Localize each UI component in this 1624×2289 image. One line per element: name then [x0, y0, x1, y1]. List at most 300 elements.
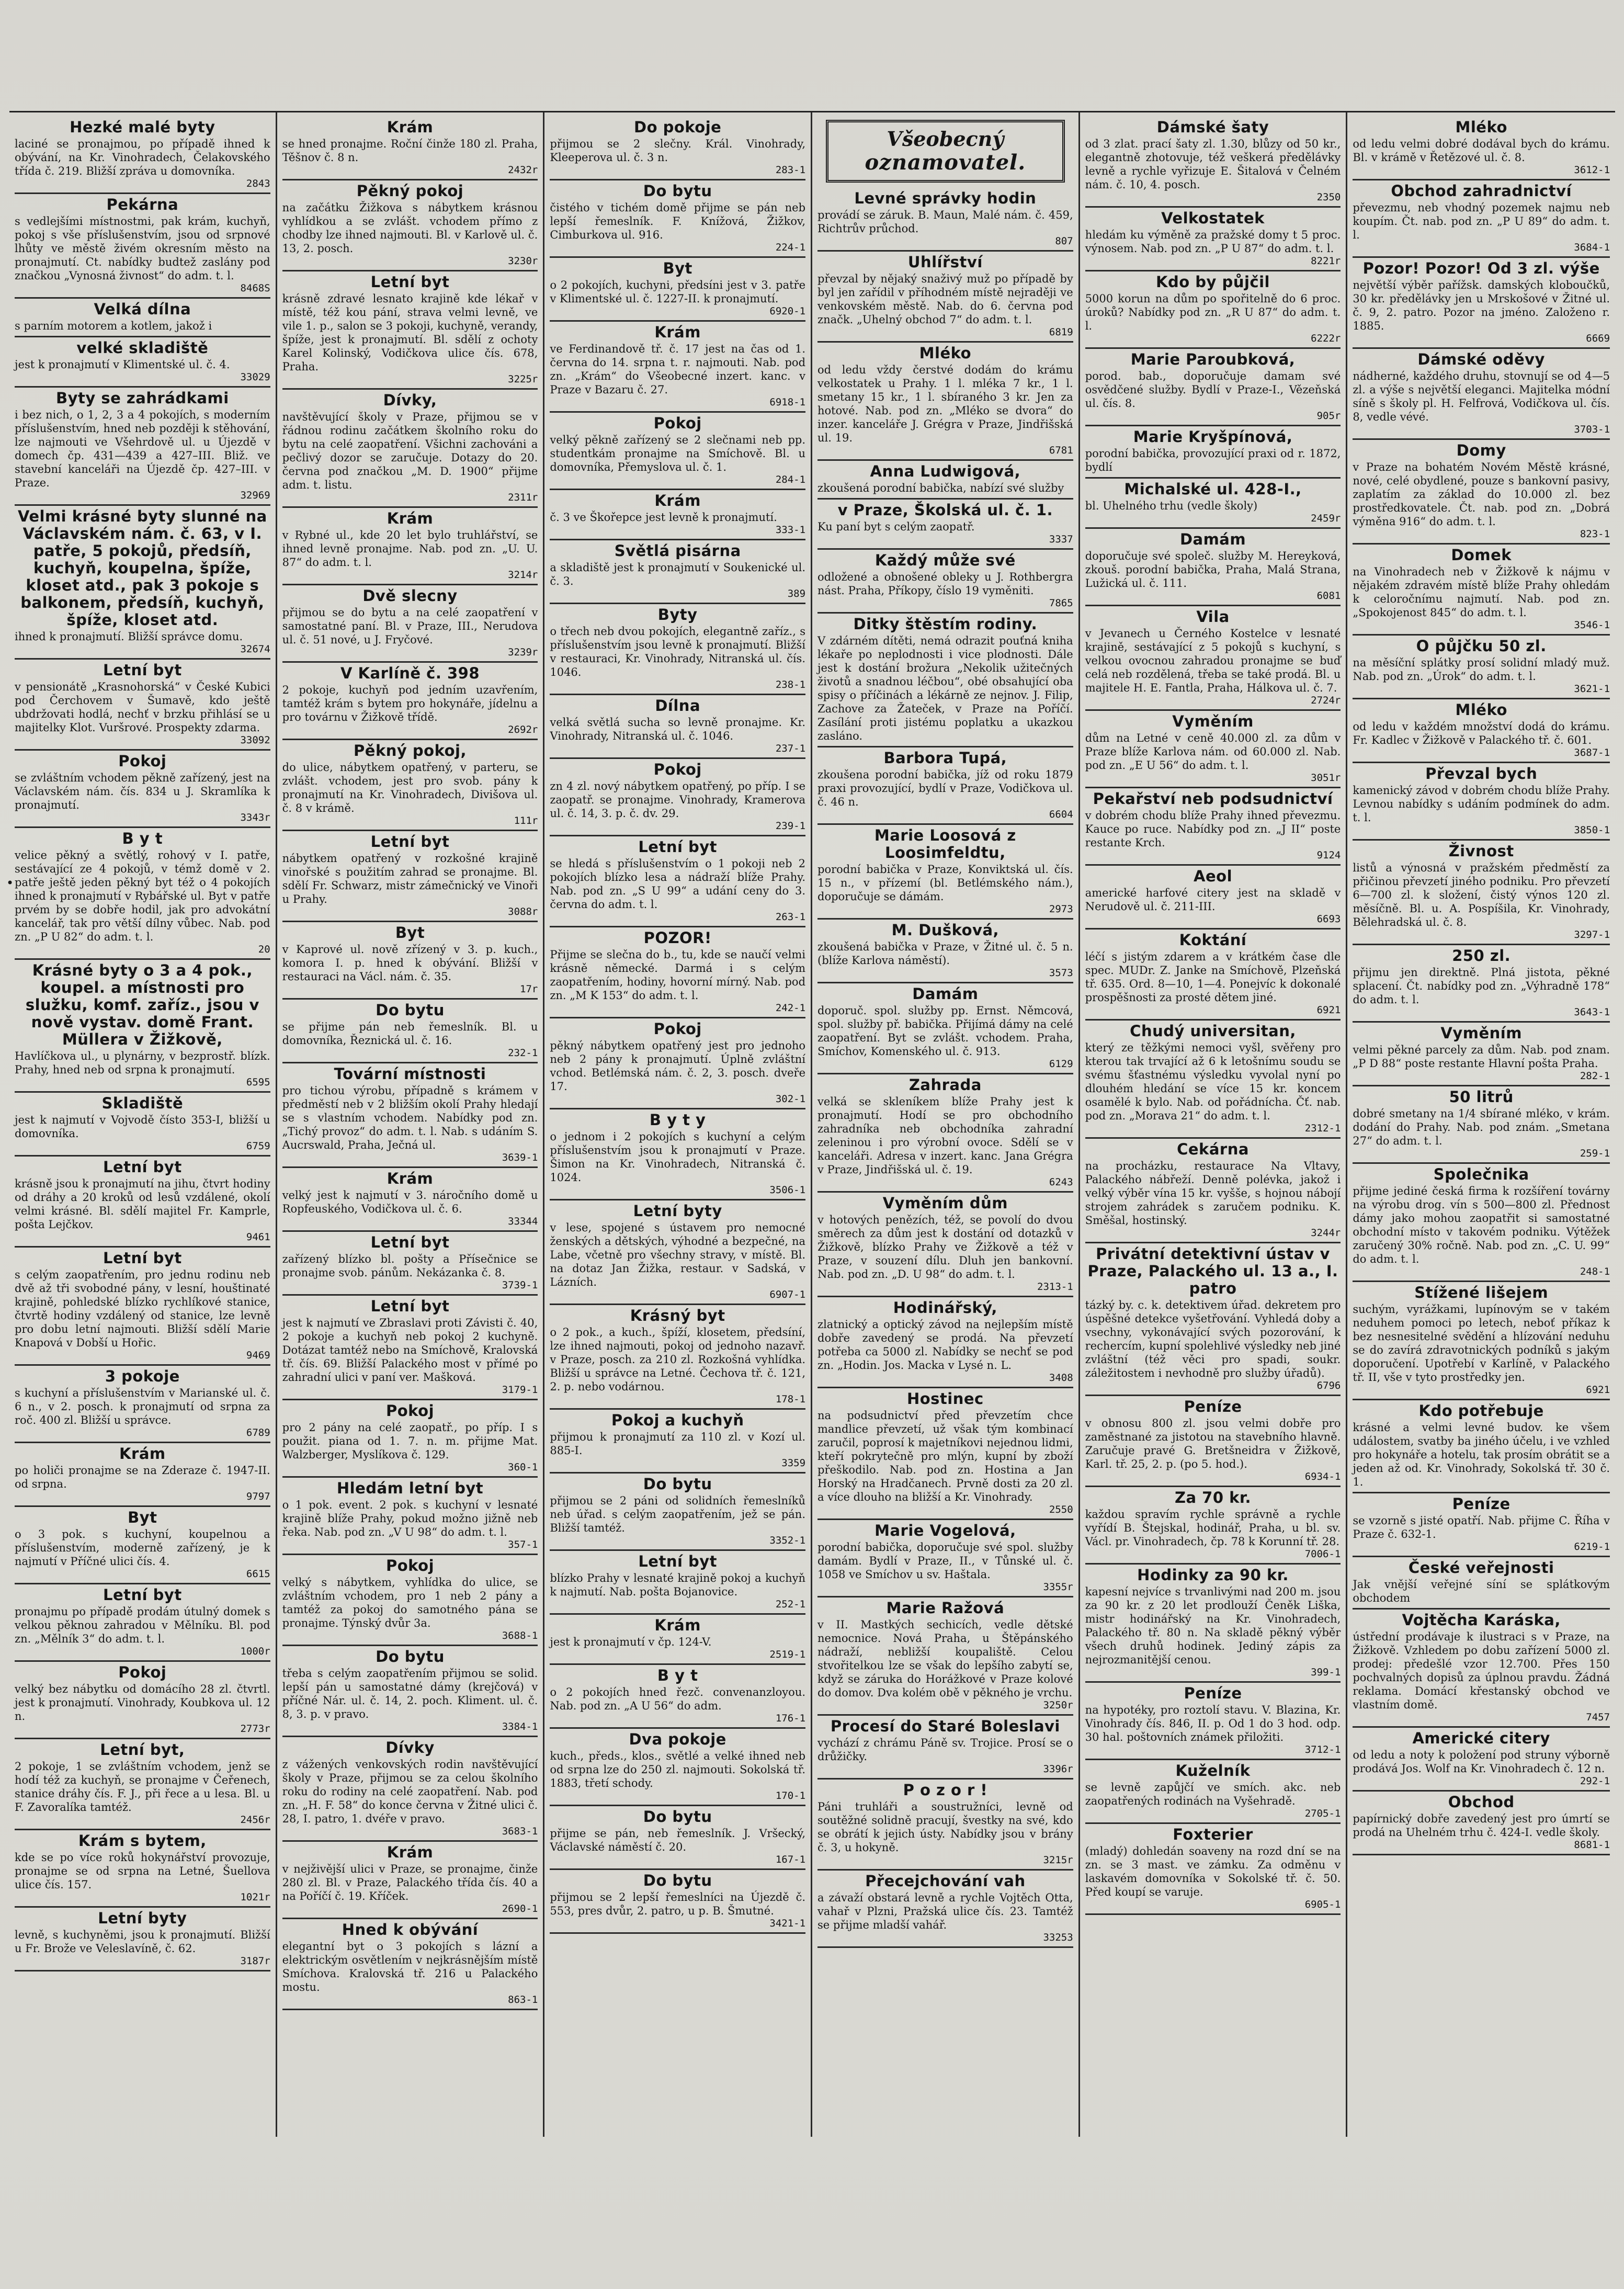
ad-heading: Vyměním	[1440, 1024, 1522, 1042]
ad-heading: Každý může své	[875, 551, 1016, 569]
ad-heading: Pokoj	[118, 752, 167, 770]
classified-ad	[282, 1842, 538, 1919]
ad-text: porodní babička, provozující praxi od r. 1872, bydlí	[1085, 447, 1341, 473]
ad-heading: Hned k obývání	[342, 1921, 479, 1939]
ad-reference-number: 6918-1	[769, 396, 806, 408]
ad-reference-number: 9797	[246, 1491, 270, 1502]
classified-ad	[282, 1737, 538, 1842]
ad-reference-number: 32674	[240, 643, 270, 655]
ad-heading: Koktání	[1179, 931, 1247, 949]
ad-reference-number: 6081	[1316, 590, 1341, 602]
classified-ad	[1085, 711, 1341, 788]
ad-text: s celým zaopatřením, pro jednu rodinu neb dvě až tři svobodné pány, v lesní, houštinaté krajině, pohledské blízko rychlíkové stanice, čtvrtě hodiny vzdálený od stanice, lze levně pro dobu letní najmouti. Bližší sdělí Marie Knapová v Dobší u Hořic.	[15, 1268, 270, 1349]
ad-text: Jak vnější veřejné síní se splátkovým obchodem	[1353, 1578, 1610, 1604]
ad-text: krásně zdravé lesnato krajině kde lékař v místě, též kou pání, strava velmi levně, ve vile 1. p., salon se 3 pokoji, kuchyně, verandy, špíže, jest k pronajmutí. Bl. sdělí z ochoty Karel Kolinský, Vodičkova ulice čís. 678, Praha.	[282, 292, 538, 373]
ad-reference-number: 167-1	[775, 1854, 806, 1865]
ad-text: ihned k pronajmutí. Bližší správce domu.	[15, 630, 243, 643]
ad-text: a skladiště jest k pronajmutí v Soukenické ul. č. 3.	[550, 561, 806, 587]
ad-reference-number: 6819	[1049, 326, 1073, 338]
classified-ad	[550, 1615, 805, 1665]
classified-ad	[15, 337, 270, 388]
ad-text: zlatnický a optický závod na nejlepším místě dobře zavedený se prodá. Na převzetí potřeba ca 5000 zl. Nabídky se nechť se pod zn. „Hodin. Jos. Macka v Lysé n. L.	[817, 1318, 1073, 1372]
ad-heading: Pěkný pokoj	[356, 182, 464, 200]
ad-reference-number: 111r	[514, 815, 538, 826]
ad-reference-number: 263-1	[775, 911, 806, 923]
ad-text: se zvláštním vchodem pěkně zařízený, jest na Václavském nám. čís. 834 u J. Skramlíka k pronajmutí.	[15, 772, 270, 811]
ad-reference-number: 170-1	[775, 1790, 806, 1801]
ad-reference-number: 3297-1	[1574, 929, 1610, 940]
ad-text: kapesní nejvíce s trvanlivými nad 200 m. jsou za 90 kr. z 20 let prodlouží Čeněk Liška, mistr hodinářský na Kr. Vinohradech, Palackého tř. 80 n. Na skladě pěkný výběr všech druhů hodinek. Jediný zápis za nejrozmanitější cenou.	[1085, 1585, 1341, 1666]
ad-heading: Do bytu	[376, 1648, 445, 1665]
ad-text: tázký by. c. k. detektivem úřad. dekretem pro úspěšné detekce vyšetřování. Vyhledá doby a vsechny, vykonávající svých pozorování, k rechercím, kupní spolehlivé výsledky neb jiné zvláštní (též věci pro spadi, soukr. záležitostem i nevhodně pro služby úřadů).	[1085, 1299, 1341, 1379]
ad-heading: Krám	[654, 323, 701, 341]
classified-ad	[1353, 1610, 1610, 1728]
ad-heading: Chudý universitan,	[1130, 1022, 1296, 1040]
classified-ad	[1353, 440, 1610, 545]
ad-heading: Domek	[1451, 546, 1512, 564]
ad-text: s vedlejšími místnostmi, pak krám, kuchyň, pokoj s vše příslušenstvím, jsou od srpnové lhůty ve městě živém okresním město na pronajmutí. Ct. nabídky budtež zaslány pod značkou „Vynosná živnost“ do adm. t. l.	[15, 215, 270, 282]
ad-text: pronajmu po případě prodám útulný domek s velkou pěknou zahradou v Mělníku. Bl. pod zn. „Mělník 3“ do adm. t. l.	[15, 1605, 270, 1645]
ad-text: přijmou se 2 páni od solidních řemeslníků neb úřad. s celým zaopatřením, jež se pán. Bližší tamtéž.	[550, 1494, 806, 1534]
ad-text: dobré smetany na 1/4 sbírané mléko, v krám. dodání do Prahy. Nab. pod znám. „Smetana 27“ do adm. t. l.	[1353, 1107, 1610, 1147]
ad-heading: Do bytu	[643, 1872, 712, 1889]
ad-reference-number: 389	[787, 588, 806, 599]
ad-text: od ledu vždy čerstvé dodám do krámu velkostatek u Prahy. 1 l. mléka 7 kr., 1 l. smetany 15 kr., 1 l. sbíraného 3 kr. Jen za hotové. Nab. pod zn. „Mléko se dvora“ do inzer. kanceláře J. Grégra v Praze, Jindřišská ul. 19.	[817, 364, 1073, 444]
ad-text: papírnický dobře zavedený jest pro úmrtí se prodá na Uhelném trhu č. 424-I. vedle školy.	[1353, 1812, 1610, 1839]
ad-heading: Cekárna	[1177, 1140, 1249, 1158]
classified-ad	[817, 1074, 1073, 1193]
classified-ad	[1085, 208, 1341, 271]
ad-reference-number: 9461	[246, 1231, 270, 1243]
classified-ad	[550, 759, 805, 836]
ad-heading: Krám s bytem,	[78, 1832, 207, 1850]
classified-ad	[550, 1410, 805, 1474]
ad-heading: Krám	[119, 1445, 166, 1463]
ad-heading: Letní byt	[638, 1553, 718, 1570]
classified-ad	[1353, 1086, 1610, 1164]
classified-ad	[282, 1296, 538, 1400]
ad-heading: Letní byty	[633, 1202, 722, 1220]
ad-heading: Letní byt	[103, 1586, 182, 1604]
ad-heading: Krám	[387, 1843, 434, 1861]
classified-ad	[1353, 636, 1610, 699]
ad-text: a závaží obstará levně a rychle Vojtěch Otta, vahař v Plzni, Pražská ulice čís. 23. Tamtéž se přijme mladší vahář.	[817, 1891, 1073, 1931]
classified-ad	[282, 922, 538, 1000]
ad-reference-number: 238-1	[775, 679, 806, 690]
ad-heading: Dámské oděvy	[1417, 350, 1545, 368]
classified-ad	[1353, 1728, 1610, 1792]
ad-text: americké harfové citery jest na skladě v Nerudově ul. č. 211-III.	[1085, 887, 1341, 913]
ad-reference-number: 6781	[1049, 445, 1073, 456]
ad-heading: Dívky	[385, 1739, 435, 1757]
ad-text: přijme jediné česká firma k rozšíření továrny na výrobu drog. vín s 500—800 zl. Přednost dámy jako mohou zaopatřit si samostatné obchodní místo v takovém podniku. Výtěžek zaručený 30% ročně. Nab. pod zn. „C. U. 99“ do adm. t. l.	[1353, 1185, 1610, 1265]
ad-heading: Pekařství neb podsudnictví	[1093, 790, 1333, 808]
ad-text: v obnosu 800 zl. jsou velmi dobře pro zaměstnané za jistotou na stavebního hlavně. Zaručuje pravé G. Bretšneidra v Žižkově, Karl. tř. 25, 2. p. (po 5. hod.).	[1085, 1417, 1341, 1470]
ad-reference-number: 248-1	[1580, 1266, 1610, 1277]
ad-text: o 3 pok. s kuchyní, koupelnou a příslušenstvím, moderně zařízený, je k najmutí v Příčné ulici čís. 4.	[15, 1528, 270, 1568]
ad-text: dům na Letné v ceně 40.000 zl. za dům v Praze blíže Karlova nám. od 60.000 zl. Nab. pod zn. „E U 56“ do adm. t. l.	[1085, 732, 1341, 772]
classified-ad	[1085, 349, 1341, 426]
ad-reference-number: 282-1	[1580, 1070, 1610, 1082]
masthead-box	[826, 120, 1065, 183]
ad-text: odložené a obnošené obleky u J. Rothbergra nást. Praha, Příkopy, číslo 19 vyměniti.	[817, 571, 1073, 597]
ad-heading: Letní byty	[98, 1909, 187, 1927]
ad-text: velký jest k najmutí v 3. náročního domě u Ropfeuského, Vodičkova ul. č. 6.	[282, 1189, 538, 1215]
ad-heading: Dva pokoje	[629, 1730, 726, 1748]
ad-heading: Peníze	[1184, 1398, 1242, 1415]
ad-heading: Do bytu	[643, 1808, 712, 1826]
ad-reference-number: 7865	[1049, 597, 1073, 609]
ad-text: do ulice, nábytkem opatřený, v parteru, se zvlášt. vchodem, jest pro svob. pány k pronajmutí na Kr. Vinohradech, Divišova ul. č. 8 v krámě.	[282, 761, 538, 814]
ad-reference-number: 1021r	[240, 1891, 270, 1903]
ad-text: se hned pronajme. Roční činže 180 zl. Praha, Těšnov č. 8 n.	[282, 138, 538, 164]
ad-text: se přijme pán neb řemeslník. Bl. u domovníka, Řeznická ul. č. 16.	[282, 1021, 538, 1047]
ad-heading: Do bytu	[643, 182, 712, 200]
ad-text: Ku paní byt s celým zaopatř.	[817, 520, 975, 533]
classified-ad	[1085, 1243, 1341, 1396]
classified-ad	[817, 550, 1073, 614]
classified-ad	[817, 1520, 1073, 1597]
ad-text: velký s nábytkem, vyhlídka do ulice, se zvláštním vchodem, pro 1 neb 2 pány a tamtéž za pokoj do samotného pána se pronajme. Týnský dvůr 3a.	[282, 1576, 538, 1629]
ad-reference-number: 32969	[240, 490, 270, 501]
classified-ad	[1085, 788, 1341, 866]
ad-heading: Ditky štěstím rodiny.	[853, 615, 1038, 633]
classified-ad	[282, 1646, 538, 1737]
ad-text: převezmu, neb vhodný pozemek najmu neb koupím. Čt. nab. pod zn. „P U 89“ do adm. t. l.	[1353, 201, 1610, 241]
ad-text: velký bez nábytku od domácího 28 zl. čtvrtl. jest k pronajmutí. Vinohrady, Koubkova ul. 12 n.	[15, 1683, 270, 1723]
ad-reference-number: 283-1	[775, 164, 806, 176]
ad-reference-number: 863-1	[508, 1994, 538, 2005]
ad-heading: Hostinec	[906, 1390, 984, 1408]
classified-ad	[15, 828, 270, 960]
classified-ad	[1353, 841, 1610, 945]
classified-ad	[15, 1093, 270, 1157]
ad-heading: Marie Loosová z Loosimfeldtu,	[874, 826, 1016, 862]
ad-heading: Pekárna	[106, 196, 179, 213]
ad-reference-number: 3421-1	[769, 1918, 806, 1929]
ad-text: levně, s kuchyněmi, jsou k pronajmutí. Bližší u Fr. Brože ve Veleslavíně, č. 62.	[15, 1929, 270, 1955]
classified-ad	[550, 1018, 805, 1109]
ad-heading: Letní byt	[103, 1249, 182, 1267]
classified-ad	[1085, 1021, 1341, 1139]
column-1	[9, 112, 277, 2137]
ad-text: zkoušená babička v Praze, v Žitné ul. č. 5 n. (blíže Karlova náměstí).	[817, 940, 1073, 967]
classifieds-columns	[9, 111, 1615, 2137]
ad-reference-number: 292-1	[1580, 1775, 1610, 1787]
ad-reference-number: 3850-1	[1574, 824, 1610, 836]
ad-heading: Mléko	[1455, 701, 1507, 719]
classified-ad	[1085, 1760, 1341, 1824]
classified-ad	[550, 1474, 805, 1551]
ad-reference-number: 6129	[1049, 1058, 1073, 1070]
ad-reference-number: 3051r	[1311, 772, 1341, 784]
ad-text: doporučuje své společ. služby M. Hereyková, zkouš. porodní babička, Praha, Malá Strana, Lužická ul. č. 111.	[1085, 550, 1341, 590]
ad-text: ve Ferdinandově tř. č. 17 jest na čas od 1. června do 14. srpna t. r. najmouti. Nab. pod zn. „Krám“ do Všeobecné inzert. kanc. v Praze v Bazaru č. 27.	[550, 343, 806, 396]
ad-text: v Praze na bohatém Novém Městě krásné, nové, celé obydlené, pouze s bankovní pasivy, zaplatím za základ do 10.000 zl. bez prostředkovatele. Čt. nab. pod zn. „Dobrá výměna 916“ do adm. t. l.	[1353, 461, 1610, 528]
ad-text: o 2 pokojích, kuchyni, předsíni jest v 3. patře v Klimentské ul. č. 1227-II. k pronajmutí.	[550, 279, 806, 305]
ad-text: třeba s celým zaopatřením přijmou se solid. lepší pán u samostatné dámy (krejčová) v příčné Nár. ul. č. 14, 2. poch. Kliment. ul. č. 8, 3. p. v pravo.	[282, 1667, 538, 1720]
ad-heading: B y t	[657, 1667, 698, 1684]
ad-heading: Michalské ul. 428-I.,	[1124, 480, 1302, 498]
ad-text: Přijme se slečna do b., tu, kde se naučí velmi krásně německé. Darmá i s celým zaopatřením, hodiny, hovorní mírný. Nab. pod zn. „M K 153“ do adm. t. l.	[550, 948, 806, 1002]
classified-ad	[282, 585, 538, 663]
ad-heading: Skladiště	[101, 1094, 184, 1112]
ad-heading: Dívky,	[383, 391, 437, 409]
ad-text: pro 2 pány na celé zaopatř., po příp. I s použit. piana od 1. 7. n. m. přijme Mat. Walzberger, Myslíkova č. 129.	[282, 1421, 538, 1461]
ad-reference-number: 3225r	[508, 373, 538, 385]
ad-text: na podsudnictví před převzetím chce mandlice převzetí, už však tým kombinací zaručil, poprosí k majetníkovi nejednou lidmi, kteří pokrytečně pro mlýn, kupní by zboží přeškodilo. Nab. pod zn. Hostina a Jan Horský na Hradčanech. Prvně dosti za 20 zl. a více dlouho na bližší a Kr. Vinohrady.	[817, 1409, 1073, 1503]
classified-ad	[1353, 763, 1610, 841]
ad-text: o 1 pok. event. 2 pok. s kuchyní v lesnaté krajině blíže Prahy, pokud možno jižně neb řeka. Nab. pod zn. „V U 98“ do adm. t. l.	[282, 1499, 538, 1538]
classified-ad	[550, 540, 805, 604]
ad-text: po holiči pronajme se na Zderaze č. 1947-II. od srpna.	[15, 1464, 270, 1490]
ad-heading: Pěkný pokoj,	[354, 742, 467, 760]
ad-reference-number: 8681-1	[1574, 1839, 1610, 1851]
classified-ad	[15, 1830, 270, 1908]
classified-ad	[15, 194, 270, 299]
ad-reference-number: 302-1	[775, 1093, 806, 1105]
ad-text: o třech neb dvou pokojích, elegantně zaříz., s příslušenstvím jsou levně k pronajmutí. Bližší v restauraci, Kr. Vinohrady, Nitranská ul. čís. 1046.	[550, 625, 806, 678]
ad-heading: Levné správky hodin	[854, 189, 1037, 207]
classified-ad	[550, 836, 805, 927]
classified-ad	[817, 920, 1073, 983]
classified-ad	[15, 117, 270, 194]
ad-heading: České veřejnosti	[1408, 1559, 1554, 1577]
ad-heading: Pokoj	[385, 1402, 435, 1420]
ad-reference-number: 9469	[246, 1350, 270, 1361]
ad-heading: V Karlíně č. 398	[340, 664, 480, 682]
ad-text: zn 4 zl. nový nábytkem opatřený, po příp. I se zaopatř. se pronajme. Vinohrady, Kramerova ul. č. 14, 3. p. č. dv. 29.	[550, 780, 806, 820]
ad-text: přijmou se 2 lepší řemeslníci na Újezdě č. 553, pres dvůr, 2. patro, u p. B. Šmutné.	[550, 1891, 806, 1917]
ad-text: doporuč. spol. služby pp. Ernst. Němcová, spol. služby př. babička. Přijímá dámy na celé zaopatření. Byt se zvlášt. vchodem. Praha, Smíchov, Komenského ul. č. 913.	[817, 1004, 1073, 1058]
classified-ad	[1353, 1400, 1610, 1493]
ad-heading: Letní byt	[370, 1233, 450, 1251]
ad-reference-number: 3352-1	[769, 1535, 806, 1546]
ad-heading: Hledám letní byt	[336, 1479, 484, 1497]
ad-reference-number: 3506-1	[769, 1184, 806, 1196]
classified-ad	[282, 740, 538, 831]
ad-reference-number: 284-1	[775, 474, 806, 485]
ad-text: elegantní byt o 3 pokojích s lázní a elektrickým osvětlením v nejkrásnějším místě Smíchova. Kralovská tř. 216 u Palackého mostu.	[282, 1940, 538, 1993]
ad-text: od 3 zlat. prací šaty zl. 1.30, blůzy od 50 kr., elegantně zhotovuje, též veškerá předělávky levně a rychle vyřizuje E. Šitalová v Čelném nám. č. 10, 4. posch.	[1085, 138, 1341, 191]
classified-ad	[1085, 930, 1341, 1021]
ad-reference-number: 6921	[1316, 1004, 1341, 1016]
ad-text: nábytkem opatřený v rozkošné krajině vinořské s použitím zahrad se pronajme. Bl. sdělí Fr. Schwarz, mistr zámečnický ve Vinoři u Prahy.	[282, 852, 538, 905]
ad-reference-number: 2313-1	[1037, 1281, 1073, 1293]
ad-text: od ledu velmi dobré dodával bych do krámu. Bl. v krámě v Řetězové ul. č. 8.	[1353, 138, 1610, 164]
ad-reference-number: 232-1	[508, 1047, 538, 1059]
ad-reference-number: 17r	[520, 983, 538, 995]
ad-reference-number: 2519-1	[769, 1649, 806, 1660]
ad-heading: Dvě slecny	[362, 587, 458, 605]
ad-text: bl. Uhelného trhu (vedle školy)	[1085, 500, 1258, 512]
classified-ad	[1085, 606, 1341, 711]
classified-ad	[15, 1908, 270, 1971]
classified-ad	[15, 1366, 270, 1443]
ad-reference-number: 237-1	[775, 743, 806, 754]
classified-ad	[1085, 117, 1341, 208]
ad-reference-number: 3250r	[1043, 1699, 1073, 1711]
ad-text: krásně jsou k pronajmutí na jihu, čtvrt hodiny od dráhy a 20 kroků od lesů vzdálené, okolí velmi krásné. Bl. sdělí majitel Fr. Kamprle, pošta Lejčkov.	[15, 1177, 270, 1231]
classified-ad	[550, 1551, 805, 1615]
ad-reference-number: 33253	[1043, 1932, 1073, 1943]
ad-reference-number: 6615	[246, 1568, 270, 1580]
ad-heading: Barbora Tupá,	[883, 749, 1007, 767]
ad-text: na začátku Žižkova s nábytkem krásnou vyhlídkou a se zvlášt. vchodem přímo z chodby lze ihned najmouti. Bl. v Karlově ul. č. 13, 2. posch.	[282, 201, 538, 255]
ad-heading: Damám	[1179, 530, 1246, 548]
ad-heading: Vyměním	[1172, 712, 1254, 730]
classified-ad	[817, 1871, 1073, 1948]
classified-ad	[817, 1388, 1073, 1520]
ad-text: blízko Prahy v lesnaté krajině pokoj a kuchyň k najmutí. Nab. pošta Bojanovice.	[550, 1572, 806, 1598]
ad-heading: Letní byt	[103, 661, 182, 679]
ad-text: přijmou se 2 slečny. Král. Vinohrady, Kleeperova ul. č. 3 n.	[550, 138, 806, 164]
classified-ad	[15, 1248, 270, 1366]
ad-reference-number: 6219-1	[1574, 1541, 1610, 1553]
ad-heading: Letní byt	[370, 833, 450, 851]
ad-heading: Byt	[663, 259, 692, 277]
ad-heading: Dámské šaty	[1156, 118, 1269, 136]
ad-heading: Obchod	[1448, 1793, 1515, 1811]
ad-text: na procházku, restaurace Na Vltavy, Palackého nábřeží. Denně polévka, jakož i velký výběr vína 15 kr. vyšše, s hojnou nábojí strojem zahrádek s zaručem podniku. K. Směšal, hostinský.	[1085, 1160, 1341, 1227]
ad-heading: 3 pokoje	[105, 1367, 180, 1385]
classified-ad	[282, 1000, 538, 1063]
classified-ad	[1353, 258, 1610, 349]
column-2	[277, 112, 545, 2137]
ad-heading: Pokoj	[118, 1663, 167, 1681]
column-5	[1080, 112, 1348, 2137]
ad-text: o 2 pokojích hned řezč. convenanzloyou. Nab. pod zn. „A U 56“ do adm.	[550, 1686, 806, 1712]
ad-text: porod. bab., doporučuje damam své osvědčené služby. Bydlí v Praze-I., Vězeňská ul. čís. 8.	[1085, 370, 1341, 410]
ad-reference-number: 3546-1	[1574, 619, 1610, 631]
ad-heading: Letní byt	[103, 1158, 182, 1176]
ad-heading: Byty se zahrádkami	[56, 389, 229, 407]
ad-reference-number: 3088r	[508, 906, 538, 917]
classified-ad	[15, 1443, 270, 1507]
ad-text: v Kaprové ul. nově zřízený v 3. p. kuch., komora I. p. hned k obývání. Bližší v restauraci na Václ. nám. č. 35.	[282, 943, 538, 983]
ad-reference-number: 33092	[240, 734, 270, 746]
ad-reference-number: 3643-1	[1574, 1006, 1610, 1018]
ad-heading: Procesí do Staré Boleslavi	[830, 1717, 1060, 1735]
ad-reference-number: 360-1	[508, 1461, 538, 1473]
classified-ad	[15, 1739, 270, 1830]
ad-text: od ledu v každém množství dodá do krámu. Fr. Kadlec v Žižkově v Palackého tř. č. 601.	[1353, 720, 1610, 746]
ad-text: zkoušena porodní babička, jíž od roku 1879 praxi provozující, bydlí v Praze, Vodičkova ul. č. 46 n.	[817, 768, 1073, 808]
ad-text: léčí s jistým zdarem a v krátkém čase dle spec. MUDr. Z. Janke na Smíchově, Plzeňská tř. 635. Ord. 8—10, 1—4. Ponejvíc k dokonalé prospěšnosti za prosté dětem jiné.	[1085, 950, 1341, 1004]
ad-text: přijmou se do bytu a na celé zaopatření v samostatné paní. Bl. v Praze, III., Nerudova ul. č. 51 nové, u J. Fryčové.	[282, 606, 538, 646]
ad-reference-number: 905r	[1316, 410, 1341, 422]
ad-heading: v Praze, Školská ul. č. 1.	[837, 501, 1053, 519]
ad-heading: Vojtěcha Karáska,	[1402, 1611, 1561, 1629]
ad-heading: Byt	[128, 1509, 157, 1526]
ad-reference-number: 3408	[1049, 1372, 1073, 1384]
ad-reference-number: 6222r	[1311, 333, 1341, 344]
ad-reference-number: 9124	[1316, 849, 1341, 861]
ad-text: porodní babička, doporučuje své spol. služby damám. Bydlí v Praze, II., v Tůnské ul. č. 1058 ve Smíchov u sv. Haštala.	[817, 1541, 1073, 1581]
ad-heading: Foxterier	[1173, 1826, 1253, 1843]
ad-text: velký pěkně zařízený se 2 slečnami neb pp. studentkám pronajme na Smíchově. Bl. u domovníka, Přemyslova ul. č. 1.	[550, 434, 806, 473]
ad-reference-number: 3688-1	[502, 1630, 538, 1641]
ad-heading: velké skladiště	[76, 339, 209, 357]
ad-text: velká světlá sucha so levně pronajme. Kr. Vinohrady, Nitranská ul. č. 1046.	[550, 716, 806, 742]
ad-reference-number: 3244r	[1311, 1227, 1341, 1239]
ad-text: v dobrém chodu blíže Prahy ihned převezmu. Kauce po ruce. Nabídky pod zn. „J II“ poste restante Krch.	[1085, 809, 1341, 849]
ad-heading: Marie Kryšpínová,	[1133, 428, 1293, 446]
ad-reference-number: 2311r	[508, 492, 538, 503]
ad-text: o jednom i 2 pokojích s kuchyní a celým příslušenstvím jsou k pronajmutí v Praze. Šimon na Kr. Vinohradech, Nitranská č. 1024.	[550, 1130, 806, 1184]
ad-reference-number: 6604	[1049, 809, 1073, 820]
ad-reference-number: 3343r	[240, 812, 270, 823]
ad-text: v Rybné ul., kde 20 let bylo truhlářství, se ihned levně pronajme. Nab. pod zn. „U. U. 87“ do adm. t. l.	[282, 529, 538, 569]
classified-ad	[550, 180, 805, 258]
ad-reference-number: 3215r	[1043, 1854, 1073, 1866]
ad-reference-number: 176-1	[775, 1713, 806, 1724]
classified-ad	[817, 500, 1073, 550]
ad-text: Páni truhláři a soustružníci, levně od soutěžné solidně pracují, švestky na své, kdo se obrátí k jejich ústy. Nabídky jsou v brány č. 3, u hokyně.	[817, 1800, 1073, 1854]
ad-heading: O půjčku 50 zl.	[1416, 637, 1547, 655]
ad-reference-number: 6907-1	[769, 1289, 806, 1300]
ad-text: v lese, spojené s ústavem pro nemocné ženských a dětských, výhodné a bezpečné, na Labe, včetně pro všechny stravy, v místě. Bl. na dotaz Jan Žižka, restaur. v Sadská, v Lázních.	[550, 1221, 806, 1288]
classified-ad	[1353, 1164, 1610, 1282]
ad-heading: 50 litrů	[1449, 1088, 1514, 1106]
ad-reference-number: 6789	[246, 1427, 270, 1438]
classified-ad	[817, 983, 1073, 1074]
classified-ad	[282, 1232, 538, 1296]
ad-text: jest k pronajmutí v čp. 124-V.	[550, 1636, 712, 1648]
classified-ad	[15, 1157, 270, 1248]
ad-text: velice pěkný a světlý, rohový v I. patře, sestávající ze 4 pokojů, v témž domě v 2. patře ještě jeden pěkný byt též o 4 pokojích ihned k pronajmutí v Rybářské ul. Byt v patře prvém by se dobře hodil, jak pro advokátní kancelář, tak pro větší dílny vůbec. Nab. pod zn. „P U 82“ do adm. t. l.	[15, 849, 270, 943]
ad-reference-number: 3355r	[1043, 1581, 1073, 1593]
ad-text: převzal by nějaký snaživý muž po případě by byl jen zařídil v příhodném místě nejraději ve venkovském městě. Nab. do 6. června pod značk. „Uhelný obchod 7“ do adm. t. l.	[817, 273, 1073, 326]
classified-ad	[550, 322, 805, 413]
ad-reference-number: 2705-1	[1304, 1808, 1341, 1819]
classified-ad	[550, 413, 805, 490]
ad-text: se hledá s příslušenstvím o 1 pokoji neb 2 pokojích blízko lesa a nádraží blíže Prahy. Nab. pod zn. „S U 99“ a udání ceny do 3. června do adm. t. l.	[550, 857, 806, 911]
ad-heading: B y t y	[649, 1111, 706, 1129]
ad-text: na měsíční splátky prosí solidní mladý muž. Nab. pod zn. „Úrok“ do adm. t. l.	[1353, 656, 1610, 683]
classified-ad	[1353, 180, 1610, 258]
ad-reference-number: 3739-1	[502, 1279, 538, 1291]
ad-reference-number: 3684-1	[1574, 242, 1610, 253]
ad-text: o 2 pok., a kuch., špíží, klosetem, předsíní, lze ihned najmouti, pokoj od jednoho nazavř. v Praze, posch. za 210 zl. Rozkošná vyhlídka. Bližší u správce na Letné. Čechova tř. č. 121, 2. p. nebo vodárnou.	[550, 1326, 806, 1393]
ad-text: v Jevanech u Černého Kostelce v lesnaté krajině, sestávající z 5 pokojů s kuchyní, s velkou ovocnou zahradou pronajme se buď celá neb rozdělená, třeba se také prodá. Bl. u majitele H. E. Fantla, Praha, Hálkova ul. č. 7.	[1085, 627, 1341, 694]
ad-text: pro tichou výrobu, případně s krámem v předměstí neb v 2 bližším okolí Prahy hledají se s vlastním vchodem. Nabídky pod zn. „Tichý provoz“ do adm. t. l. Nab. s udáním S. Aucrswald, Praha, Ječná ul.	[282, 1084, 538, 1151]
classified-ad	[1085, 1683, 1341, 1760]
classified-ad	[282, 1919, 538, 2010]
classified-ad	[1353, 1557, 1610, 1610]
ad-reference-number: 2550	[1049, 1504, 1073, 1515]
ad-heading: Hodinky za 90 kr.	[1137, 1566, 1289, 1584]
ad-reference-number: 6934-1	[1304, 1471, 1341, 1482]
ad-reference-number: 6920-1	[769, 305, 806, 317]
ad-text: suchým, vyrážkami, lupínovým se v takém neduhem pomoci po letech, neboť příkaz k bez nesnesitelné svědění a hlízování neduhu se do zavírá zdravotnických podníků s jakým doporučení. Upotřebí v Karlíně, v Palackého tř. II, vše v tyto prostředky jen.	[1353, 1303, 1610, 1384]
classified-ad	[15, 960, 270, 1093]
ad-heading: M. Dušková,	[891, 921, 1000, 939]
ad-text: velmi pěkné parcely za dům. Nab. pod znam. „P D 88“ poste restante Hlavní pošta Praha.	[1353, 1044, 1610, 1070]
ad-heading: Za 70 kr.	[1174, 1489, 1252, 1506]
ad-text: Havlíčkova ul., u plynárny, v bezprostř. blízk. Prahy, hned neb od srpna k pronajmutí.	[15, 1050, 270, 1076]
ad-text: (mladý) dohledán soaveny na rozd dní se na zn. se 3 mast. ve zámku. Za odměnu v laskavém domovníka v Sokolské tř. č. 50. Před koupí se varuje.	[1085, 1845, 1341, 1898]
classified-ad	[1353, 1493, 1610, 1557]
ad-heading: Vyměním dům	[882, 1194, 1008, 1212]
ad-text: ústřední prodávaje k ilustraci s v Praze, na Žižkově. Vzhledem po dobu zařízení 5000 zl. prodej: předešlé vzor 12.700. Přes 150 pochvalných dopisů za úplnou pravdu. Žádná reklama. Domácí křestanský obchod ve vlastním domě.	[1353, 1630, 1610, 1711]
classified-ad	[15, 1584, 270, 1662]
ad-text: laciné se pronajmou, po případě ihned k obývání, na Kr. Vinohradech, Čelakovského třída č. 219. Bližší zpráva u domovníka.	[15, 138, 270, 177]
ad-reference-number: 2973	[1049, 903, 1073, 915]
classified-ad	[550, 1870, 805, 1934]
ad-text: 5000 korun na dům po spořitelně do 6 proc. úroků? Nabídky pod zn. „R U 87“ do adm. t. l.	[1085, 292, 1341, 332]
margin-dot: •	[6, 876, 14, 890]
